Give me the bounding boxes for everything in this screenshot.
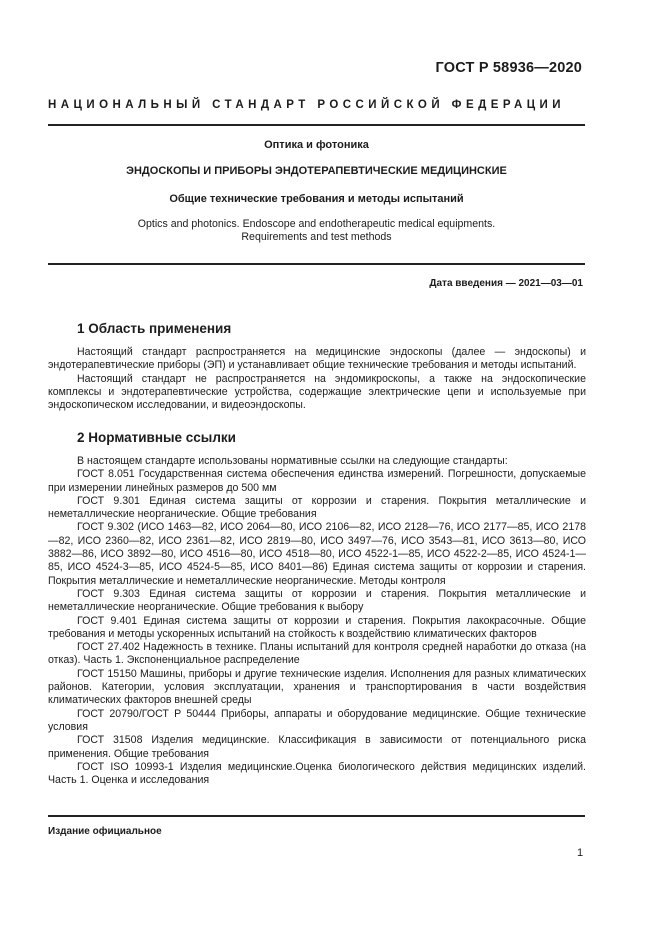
reference-paragraph: ГОСТ 9.401 Единая система защиты от коррозии и старения. Покрытия лакокрасочные. Общие требования и методы ускоренных испытаний на стойкость к воздействию климатических факторов [48,614,586,640]
section-1-paragraph: Настоящий стандарт распространяется на медицинские эндоскопы (далее — эндоскопы) и эндотерапевтические приборы (ЭП) и устанавливает общие технические требования и методы испытаний. [48,346,586,372]
reference-paragraph: В настоящем стандарте использованы нормативные ссылки на следующие стандарты: [77,455,508,467]
section-2-heading: 2 Нормативные ссылки [77,430,236,445]
document-number: ГОСТ Р 58936—2020 [435,60,582,76]
reference-paragraph: ГОСТ 9.303 Единая система защиты от коррозии и старения. Покрытия металлические и неметаллические неорганические. Общие требования к выбору [48,587,586,614]
national-standard-banner: НАЦИОНАЛЬНЫЙ СТАНДАРТ РОССИЙСКОЙ ФЕДЕРАЦИИ [48,99,565,111]
section-1-body [48,346,586,412]
footer-divider [48,815,585,817]
official-edition-label: Издание официальное [48,826,162,837]
reference-paragraph: ГОСТ 20790/ГОСТ Р 50444 Приборы, аппараты и оборудование медицинские. Общие технические условия [48,707,586,733]
page-number: 1 [577,847,584,859]
reference-paragraph: ГОСТ 8.051 Государственная система обеспечения единства измерений. Погрешности, допускаемые при измерении линейных размеров до 500 мм [48,468,586,494]
top-divider [48,124,585,126]
reference-paragraph: ГОСТ ISO 10993-1 Изделия медицинские.Оценка биологического действия медицинских изделий. Часть 1. Оценка и исследования [48,760,586,787]
english-title [48,218,585,244]
introduction-date: Дата введения — 2021—03—01 [429,278,583,289]
document-subtitle: Общие технические требования и методы испытаний [169,193,464,205]
reference-paragraph: ГОСТ 9.302 (ИСО 1463—82, ИСО 2064—80, ИСО 2106—82, ИСО 2128—76, ИСО 2177—85, ИСО 2178—82, ИСО 2360—82, ИСО 2361—82, ИСО 2819—80, ИСО 3497—76, ИСО 3543—81, ИСО 3613—80, ИСО 3882—86, ИСО 3892—80, ИСО 4516—80, ИСО 4518—80, ИСО 4522-1—85, ИСО 4522-2—85, ИСО 4524-1—85, ИСО 4524-3—85, ИСО 4524-5—85, ИСО 8401—86) Единая система защиты от коррозии и старения. Покрытия металлические и неметаллические неорганические. Методы контроля [48,521,586,587]
document-title: ЭНДОСКОПЫ И ПРИБОРЫ ЭНДОТЕРАПЕВТИЧЕСКИЕ МЕДИЦИНСКИЕ [126,165,507,177]
section-1-heading: 1 Область применения [77,321,232,336]
series-title: Оптика и фотоника [264,139,369,151]
title-divider [48,263,585,265]
section-2-body [48,455,586,787]
english-title-line-1: Optics and photonics. Endoscope and endotherapeutic medical equipments. [137,218,496,230]
reference-paragraph: ГОСТ 31508 Изделия медицинские. Классификация в зависимости от потенциального риска применения. Общие требования [48,734,586,760]
reference-paragraph: ГОСТ 27.402 Надежность в технике. Планы испытаний для контроля средней наработки до отказа (на отказ). Часть 1. Экспоненциальное распределение [48,641,586,667]
reference-paragraph: ГОСТ 9.301 Единая система защиты от коррозии и старения. Покрытия металлические и неметаллические неорганические. Общие требования [48,494,586,521]
section-1-paragraph: Настоящий стандарт не распространяется на эндомикроскопы, а также на эндоскопические комплексы и эндотерапевтические устройства, содержащие электрические цепи и используемые при эндоскопическом исследовании, и видеоэндоскопы. [48,372,586,412]
reference-paragraph: ГОСТ 15150 Машины, приборы и другие технические изделия. Исполнения для разных климатических районов. Категории, условия эксплуатации, хранения и транспортирования в части воздействия климатических факторов внешней среды [48,667,586,707]
english-title-line-2: Requirements and test methods [241,231,392,243]
